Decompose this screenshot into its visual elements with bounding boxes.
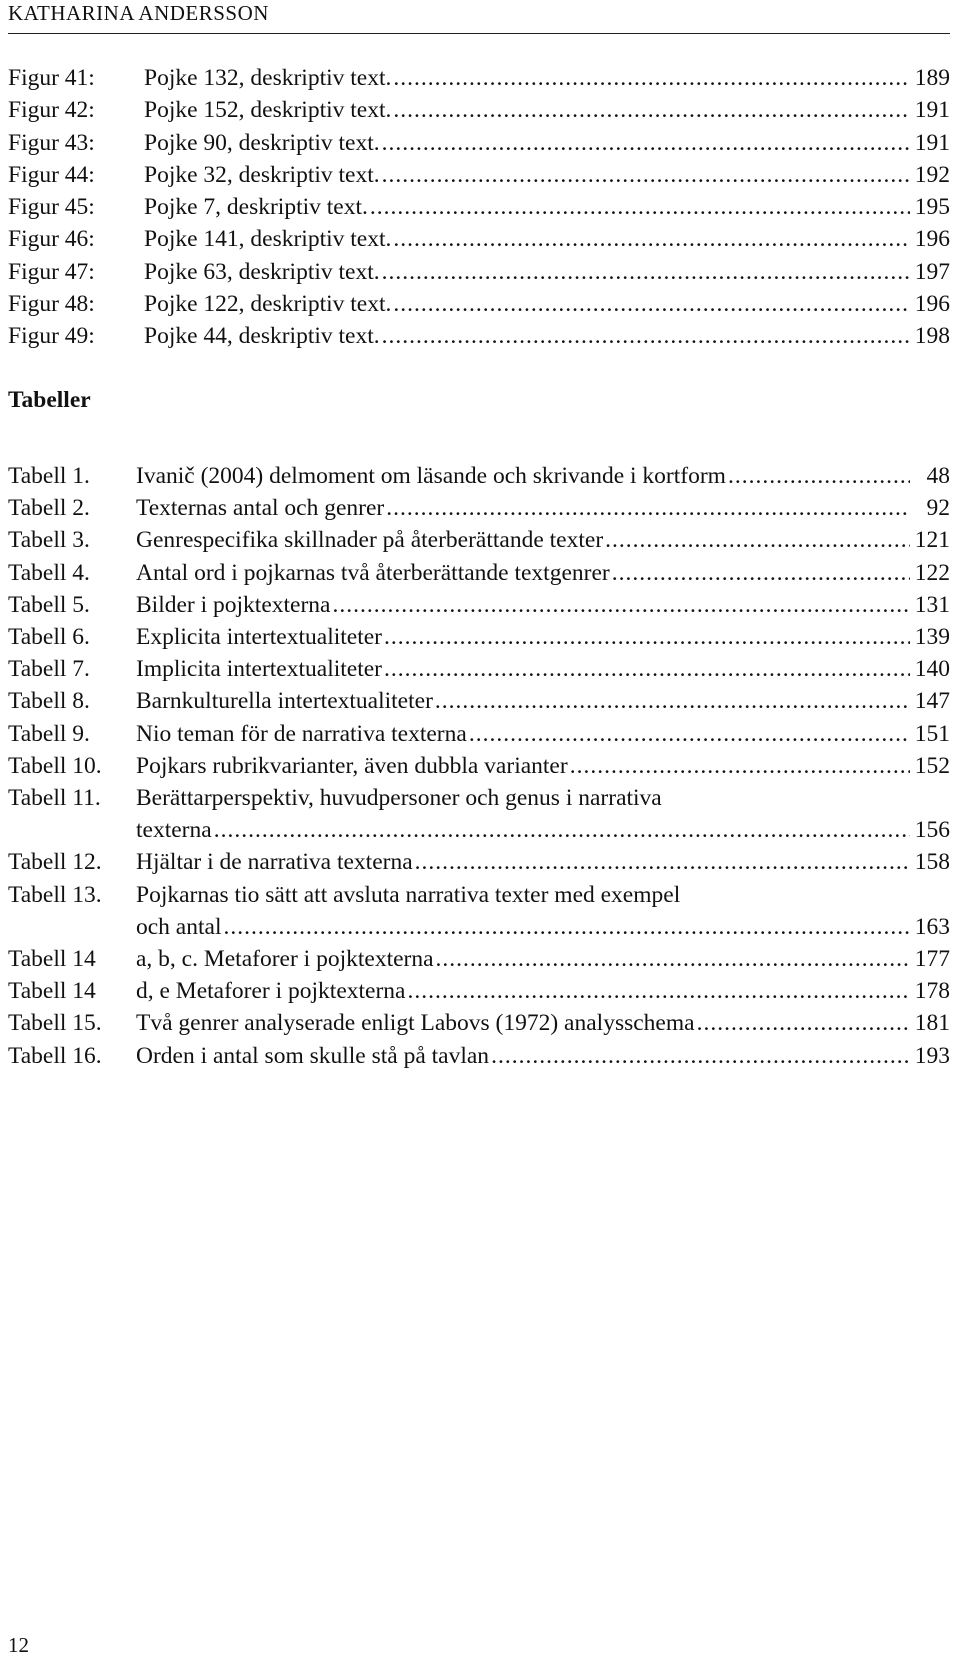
table-entry[interactable] xyxy=(8,524,950,556)
dot-leader xyxy=(491,1040,910,1072)
figure-page: 197 xyxy=(914,258,950,285)
table-entry[interactable] xyxy=(8,589,950,621)
table-entry[interactable] xyxy=(8,621,950,653)
figure-title: Pojke 90, deskriptiv text. xyxy=(144,129,380,156)
figure-entry[interactable] xyxy=(8,127,950,159)
figure-title: Pojke 152, deskriptiv text. xyxy=(144,97,392,124)
table-label: Tabell 5. xyxy=(8,591,90,618)
table-page: 131 xyxy=(914,591,950,618)
figure-title: Pojke 32, deskriptiv text. xyxy=(144,161,380,188)
table-entry[interactable] xyxy=(8,879,950,943)
table-title: Texternas antal och genrer xyxy=(136,495,385,522)
table-label: Tabell 8. xyxy=(8,688,90,715)
table-page: 178 xyxy=(914,978,950,1005)
figure-page: 196 xyxy=(914,226,950,253)
dot-leader xyxy=(386,492,910,524)
figure-entry[interactable] xyxy=(8,94,950,126)
table-title: Hjältar i de narrativa texterna xyxy=(136,849,413,876)
figure-page: 195 xyxy=(914,194,950,221)
dot-leader xyxy=(382,320,910,352)
table-entry[interactable] xyxy=(8,460,950,492)
figure-list xyxy=(8,62,950,353)
table-label: Tabell 13. xyxy=(8,881,102,908)
dot-leader xyxy=(393,223,910,255)
figure-entry[interactable] xyxy=(8,62,950,94)
table-page: 193 xyxy=(914,1042,950,1069)
table-title-line-1: Berättarperspektiv, huvudpersoner och genus i narrativa xyxy=(136,785,662,812)
dot-leader xyxy=(697,1007,910,1039)
table-page: 48 xyxy=(926,463,950,489)
figure-label: Figur 41: xyxy=(8,65,95,91)
table-label: Tabell 2. xyxy=(8,495,90,522)
dot-leader xyxy=(393,288,910,320)
table-title: Nio teman för de narrativa texterna xyxy=(136,720,467,747)
table-title: Explicita intertextualiteter xyxy=(136,624,382,651)
table-list xyxy=(8,460,950,1072)
table-title-line-1: Pojkarnas tio sätt att avsluta narrativa texter med exempel xyxy=(136,881,681,908)
table-title: Två genrer analyserade enligt Labovs (1972) analysschema xyxy=(136,1010,695,1037)
table-page: 121 xyxy=(914,527,950,554)
table-page: 177 xyxy=(914,946,950,973)
table-label: Tabell 3. xyxy=(8,527,90,554)
table-page: 147 xyxy=(914,688,950,715)
dot-leader xyxy=(223,911,910,943)
figure-label: Figur 48: xyxy=(8,291,95,318)
table-title: Ivanič (2004) delmoment om läsande och skrivande i kortform xyxy=(136,463,726,489)
dot-leader xyxy=(393,62,910,94)
figure-page: 191 xyxy=(914,129,950,156)
figure-title: Pojke 63, deskriptiv text. xyxy=(144,258,380,285)
figure-entry[interactable] xyxy=(8,223,950,255)
table-page: 122 xyxy=(914,559,950,586)
dot-leader xyxy=(214,814,910,846)
dot-leader xyxy=(605,524,910,556)
table-label: Tabell 16. xyxy=(8,1042,102,1069)
page-number: 12 xyxy=(8,1633,29,1657)
dot-leader xyxy=(728,460,910,492)
figure-title: Pojke 132, deskriptiv text. xyxy=(144,65,392,91)
tables-heading: Tabeller xyxy=(8,387,91,413)
table-label: Tabell 7. xyxy=(8,656,90,683)
table-page: 158 xyxy=(914,849,950,876)
table-entry[interactable] xyxy=(8,492,950,524)
header-rule xyxy=(8,33,950,34)
table-label: Tabell 9. xyxy=(8,720,90,747)
table-entry[interactable] xyxy=(8,685,950,717)
table-label: Tabell 15. xyxy=(8,1010,102,1037)
figure-label: Figur 44: xyxy=(8,161,95,188)
figure-page: 189 xyxy=(914,65,950,91)
dot-leader xyxy=(612,557,910,589)
figure-label: Figur 43: xyxy=(8,129,95,156)
dot-leader xyxy=(415,846,910,878)
dot-leader xyxy=(436,943,910,975)
table-entry[interactable] xyxy=(8,557,950,589)
table-label: Tabell 12. xyxy=(8,849,102,876)
figure-page: 192 xyxy=(914,161,950,188)
table-label: Tabell 4. xyxy=(8,559,90,586)
table-entry[interactable] xyxy=(8,782,950,846)
table-title: Antal ord i pojkarnas två återberättande textgenrer xyxy=(136,559,610,586)
figure-entry[interactable] xyxy=(8,288,950,320)
dot-leader xyxy=(370,191,910,223)
table-title: d, e Metaforer i pojktexterna xyxy=(136,978,406,1005)
table-entry[interactable] xyxy=(8,846,950,878)
figure-entry[interactable] xyxy=(8,159,950,191)
table-entry[interactable] xyxy=(8,718,950,750)
figure-entry[interactable] xyxy=(8,320,950,352)
table-label: Tabell 6. xyxy=(8,624,90,651)
figure-label: Figur 47: xyxy=(8,258,95,285)
table-entry[interactable] xyxy=(8,943,950,975)
table-page: 156 xyxy=(914,817,950,844)
table-entry[interactable] xyxy=(8,750,950,782)
dot-leader xyxy=(393,94,910,126)
dot-leader xyxy=(382,159,910,191)
figure-entry[interactable] xyxy=(8,256,950,288)
table-page: 181 xyxy=(914,1010,950,1037)
table-label: Tabell 10. xyxy=(8,752,102,779)
figure-title: Pojke 44, deskriptiv text. xyxy=(144,323,380,350)
table-page: 152 xyxy=(914,752,950,779)
table-label: Tabell 14 xyxy=(8,978,96,1005)
figure-label: Figur 42: xyxy=(8,97,95,124)
table-page: 163 xyxy=(914,913,950,940)
table-entry[interactable] xyxy=(8,1040,950,1072)
dot-leader xyxy=(384,653,910,685)
table-label: Tabell 1. xyxy=(8,463,90,489)
dot-leader xyxy=(332,589,910,621)
figure-page: 196 xyxy=(914,291,950,318)
table-entry[interactable] xyxy=(8,653,950,685)
table-title: Implicita intertextualiteter xyxy=(136,656,382,683)
table-title: Bilder i pojktexterna xyxy=(136,591,331,618)
figure-entry[interactable] xyxy=(8,191,950,223)
table-page: 139 xyxy=(914,624,950,651)
dot-leader xyxy=(435,685,910,717)
figure-label: Figur 45: xyxy=(8,194,95,221)
table-title: och antal xyxy=(136,913,222,940)
table-title: Genrespecifika skillnader på återberättande texter xyxy=(136,527,604,554)
table-entry[interactable] xyxy=(8,975,950,1007)
running-head: KATHARINA ANDERSSON xyxy=(8,1,269,25)
table-page: 151 xyxy=(914,720,950,747)
dot-leader xyxy=(384,621,910,653)
figure-label: Figur 49: xyxy=(8,323,95,350)
table-page: 92 xyxy=(926,495,950,522)
table-title: a, b, c. Metaforer i pojktexterna xyxy=(136,946,434,973)
table-label: Tabell 11. xyxy=(8,785,101,812)
dot-leader xyxy=(382,127,910,159)
figure-title: Pojke 122, deskriptiv text. xyxy=(144,291,392,318)
dot-leader xyxy=(570,750,910,782)
table-entry[interactable] xyxy=(8,1007,950,1039)
figure-page: 191 xyxy=(914,97,950,124)
table-title: texterna xyxy=(136,817,212,844)
table-title: Pojkars rubrikvarianter, även dubbla varianter xyxy=(136,752,568,779)
table-title: Orden i antal som skulle stå på tavlan xyxy=(136,1042,490,1069)
figure-title: Pojke 7, deskriptiv text. xyxy=(144,194,368,221)
figure-title: Pojke 141, deskriptiv text. xyxy=(144,226,392,253)
dot-leader xyxy=(382,256,910,288)
figure-page: 198 xyxy=(914,323,950,350)
dot-leader xyxy=(407,975,910,1007)
figure-label: Figur 46: xyxy=(8,226,95,253)
dot-leader xyxy=(469,718,910,750)
table-title: Barnkulturella intertextualiteter xyxy=(136,688,433,715)
table-page: 140 xyxy=(914,656,950,683)
table-label: Tabell 14 xyxy=(8,946,96,973)
